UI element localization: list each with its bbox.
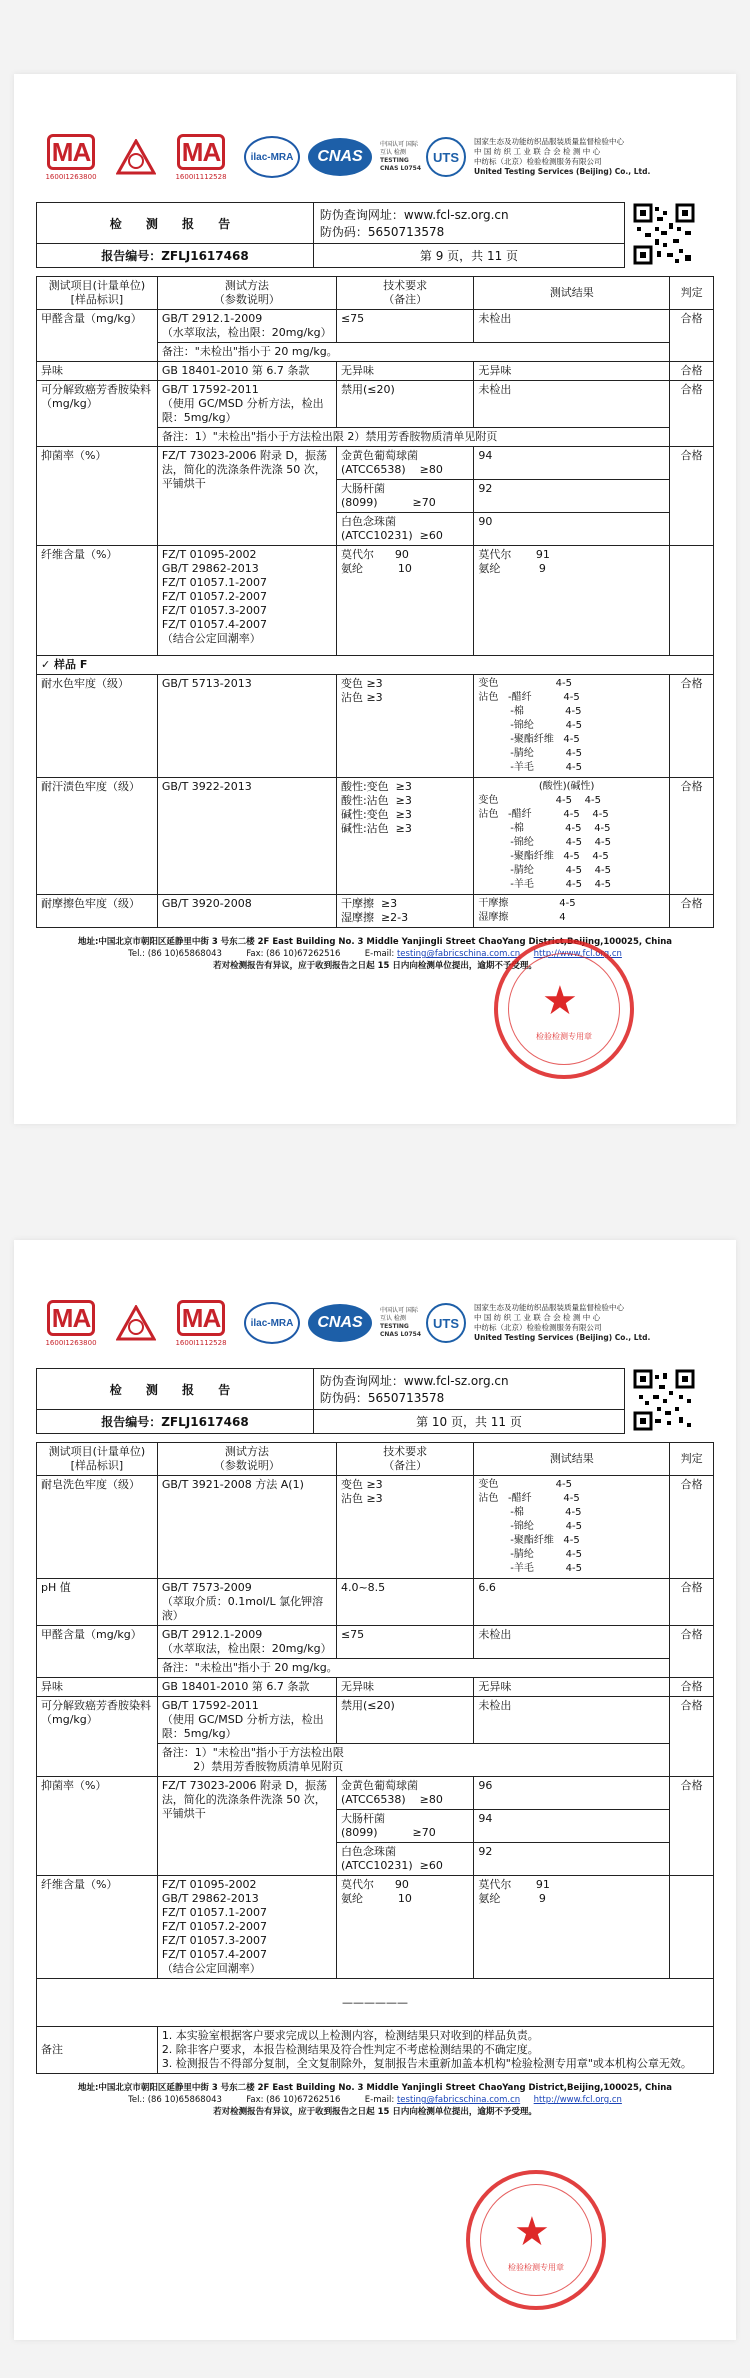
testing-mark: 中国认可 国际互认 检测 TESTING CNAS L0754 bbox=[380, 1307, 422, 1338]
footer-address: 地址:中国北京市朝阳区延静里中街 3 号东二楼 2F East Building No. 3 Middle Yanjingli Street ChaoYang District,Beijing,100025, China bbox=[77, 2083, 673, 2093]
col-header-method: 测试方法 （参数说明） bbox=[157, 1443, 336, 1476]
footer-email-label: E-mail: bbox=[364, 2095, 395, 2105]
requirement-cell: 大肠杆菌 (8099) ≥70 bbox=[336, 480, 473, 513]
col-header-judgement: 判定 bbox=[670, 277, 714, 310]
cma-logo-2: MA 1600I1112528 bbox=[166, 1299, 236, 1347]
item-cell: 耐皂洗色牢度（级） bbox=[37, 1476, 158, 1579]
page-footer bbox=[36, 2082, 714, 2118]
cal-logo bbox=[114, 138, 158, 176]
page-number: 第 10 页，共 11 页 bbox=[313, 1410, 624, 1434]
end-marker-row bbox=[37, 1979, 714, 2027]
table-row bbox=[37, 1697, 714, 1744]
anti-fake-code: 防伪码：5650713578 bbox=[319, 225, 445, 239]
result-cell: 莫代尔 91 氨纶 9 bbox=[474, 1876, 670, 1979]
table-row bbox=[37, 1678, 714, 1697]
report-page-9 bbox=[14, 74, 736, 1124]
judgement-cell: 合格 bbox=[670, 1697, 714, 1777]
requirement-cell: 白色念珠菌 (ATCC10231) ≥60 bbox=[336, 1843, 473, 1876]
item-cell: 耐摩擦色牢度（级） bbox=[37, 895, 158, 928]
footer-tel: Tel.: (86 10)65868043 bbox=[128, 949, 222, 959]
report-number: 报告编号：ZFLJ1617468 bbox=[37, 1410, 314, 1434]
judgement-cell: 合格 bbox=[670, 1678, 714, 1697]
anti-fake-info bbox=[313, 203, 624, 244]
result-cell: 6.6 bbox=[474, 1579, 670, 1626]
result-cell: 92 bbox=[474, 480, 670, 513]
judgement-cell: 合格 bbox=[670, 895, 714, 928]
seal-text: 检验检测专用章 bbox=[508, 2263, 564, 2272]
official-seal bbox=[494, 939, 634, 1079]
judgement-cell: 合格 bbox=[670, 1476, 714, 1579]
requirement-cell: 变色 ≥3 沾色 ≥3 bbox=[336, 1476, 473, 1579]
table-row bbox=[37, 1476, 714, 1579]
requirement-cell: 金黄色葡萄球菌 (ATCC6538) ≥80 bbox=[336, 447, 473, 480]
note-cell: 备注："未检出"指小于 20 mg/kg。 bbox=[157, 1659, 669, 1678]
ilac-mra-logo: ilac-MRA bbox=[244, 1302, 300, 1344]
judgement-cell bbox=[670, 1876, 714, 1979]
method-cell: FZ/T 73023-2006 附录 D，振荡法，简化的洗涤条件洗涤 50 次，平铺烘干 bbox=[157, 1777, 336, 1876]
requirement-cell: 禁用(≤20) bbox=[336, 1697, 473, 1744]
report-title: 检 测 报 告 bbox=[37, 1369, 314, 1410]
result-cell: 变色 4-5 沾色 -醋纤 4-5 -棉 4-5 -锦纶 4-5 -聚酯纤维 4-5 -腈纶 4-5 -羊毛 4-5 bbox=[474, 675, 670, 778]
table-row bbox=[37, 362, 714, 381]
requirement-cell: 大肠杆菌 (8099) ≥70 bbox=[336, 1810, 473, 1843]
judgement-cell: 合格 bbox=[670, 362, 714, 381]
cnas-logo: CNAS bbox=[308, 138, 372, 176]
footer-web-link[interactable]: http://www.fcl.org.cn bbox=[533, 949, 622, 959]
item-cell: 纤维含量（%） bbox=[37, 546, 158, 656]
requirement-cell: ≤75 bbox=[336, 310, 473, 343]
judgement-cell: 合格 bbox=[670, 778, 714, 895]
method-cell: FZ/T 73023-2006 附录 D，振荡法，简化的洗涤条件洗涤 50 次，平铺烘干 bbox=[157, 447, 336, 546]
report-header bbox=[36, 202, 714, 268]
organization-name: 国家生态及功能纺织品服装质量监督检验中心 中 国 纺 织 工 业 联 合 会 检 测 中 心 中纺标（北京）检验检测服务有限公司 United Testing Services (Beijing) Co., Ltd. bbox=[474, 1303, 651, 1342]
anti-fake-code: 防伪码：5650713578 bbox=[319, 1391, 445, 1405]
result-cell: 未检出 bbox=[474, 310, 670, 343]
svg-text:UTS: UTS bbox=[433, 150, 459, 165]
results-table bbox=[36, 276, 714, 928]
footer-notice: 若对检测报告有异议，应于收到报告之日起 15 日内向检测单位提出，逾期不予受理。 bbox=[213, 961, 537, 971]
result-cell: 92 bbox=[474, 1843, 670, 1876]
method-cell: FZ/T 01095-2002 GB/T 29862-2013 FZ/T 01057.1-2007 FZ/T 01057.2-2007 FZ/T 01057.3-2007 FZ/T 01057.4-2007 （结合公定回潮率） bbox=[157, 546, 336, 656]
item-cell: 耐汗渍色牢度（级） bbox=[37, 778, 158, 895]
footer-tel: Tel.: (86 10)65868043 bbox=[128, 2095, 222, 2105]
qr-code-cell bbox=[625, 203, 714, 268]
item-cell: 异味 bbox=[37, 362, 158, 381]
note-cell: 备注：1）"未检出"指小于方法检出限 2）禁用芳香胺物质清单见附页 bbox=[157, 1744, 669, 1777]
uts-logo bbox=[422, 135, 470, 179]
requirement-cell: 酸性:变色 ≥3 酸性:沾色 ≥3 碱性:变色 ≥3 碱性:沾色 ≥3 bbox=[336, 778, 473, 895]
col-header-requirement: 技术要求 （备注） bbox=[336, 1443, 473, 1476]
result-cell: 无异味 bbox=[474, 1678, 670, 1697]
result-cell: 无异味 bbox=[474, 362, 670, 381]
cma-logo-1: MA 1600I1263800 bbox=[36, 133, 106, 181]
table-row bbox=[37, 1876, 714, 1979]
note-cell: 备注：1）"未检出"指小于方法检出限 2）禁用芳香胺物质清单见附页 bbox=[157, 428, 669, 447]
method-cell: GB/T 3920-2008 bbox=[157, 895, 336, 928]
cal-logo bbox=[114, 1304, 158, 1342]
result-cell: 干摩擦 4-5 湿摩擦 4 bbox=[474, 895, 670, 928]
item-cell: 抑菌率（%） bbox=[37, 447, 158, 546]
logo-bar bbox=[36, 118, 714, 196]
item-cell: 耐水色牢度（级） bbox=[37, 675, 158, 778]
method-cell: GB/T 17592-2011 （使用 GC/MSD 分析方法，检出限：5mg/kg） bbox=[157, 1697, 336, 1744]
method-cell: FZ/T 01095-2002 GB/T 29862-2013 FZ/T 01057.1-2007 FZ/T 01057.2-2007 FZ/T 01057.3-2007 FZ/T 01057.4-2007 （结合公定回潮率） bbox=[157, 1876, 336, 1979]
report-page-10 bbox=[14, 1240, 736, 2340]
table-row bbox=[37, 1626, 714, 1659]
sample-row bbox=[37, 656, 714, 675]
requirement-cell: 金黄色葡萄球菌 (ATCC6538) ≥80 bbox=[336, 1777, 473, 1810]
result-cell: 94 bbox=[474, 447, 670, 480]
result-cell: 莫代尔 91 氨纶 9 bbox=[474, 546, 670, 656]
footer-email-link[interactable]: testing@fabricschina.com.cn bbox=[396, 949, 521, 959]
anti-fake-url: 防伪查询网址：www.fcl-sz.org.cn bbox=[319, 1374, 509, 1388]
report-header bbox=[36, 1368, 714, 1434]
result-cell: 96 bbox=[474, 1777, 670, 1810]
remarks-row bbox=[37, 2027, 714, 2074]
cma-logo-1: MA 1600I1263800 bbox=[36, 1299, 106, 1347]
requirement-cell: 莫代尔 90 氨纶 10 bbox=[336, 546, 473, 656]
qr-code-icon bbox=[633, 203, 695, 265]
requirement-cell: 禁用(≤20) bbox=[336, 381, 473, 428]
judgement-cell: 合格 bbox=[670, 447, 714, 546]
footer-email-label: E-mail: bbox=[364, 949, 395, 959]
requirement-cell: 变色 ≥3 沾色 ≥3 bbox=[336, 675, 473, 778]
note-cell: 备注："未检出"指小于 20 mg/kg。 bbox=[157, 343, 669, 362]
table-row bbox=[37, 447, 714, 480]
requirement-cell: 莫代尔 90 氨纶 10 bbox=[336, 1876, 473, 1979]
judgement-cell: 合格 bbox=[670, 1777, 714, 1876]
col-header-item: 测试项目(计量单位) [样品标识] bbox=[37, 277, 158, 310]
sample-label: ✓ 样品 F bbox=[37, 656, 714, 675]
anti-fake-info bbox=[313, 1369, 624, 1410]
requirement-cell: 无异味 bbox=[336, 1678, 473, 1697]
method-cell: GB/T 17592-2011 （使用 GC/MSD 分析方法，检出限：5mg/kg） bbox=[157, 381, 336, 428]
official-seal bbox=[466, 2170, 606, 2310]
result-cell: (酸性)(碱性) 变色 4-5 4-5 沾色 -醋纤 4-5 4-5 -棉 4-5 4-5 -锦纶 4-5 4-5 -聚酯纤维 4-5 4-5 -腈纶 4-5 4-5 -羊毛 4-5 4-5 bbox=[474, 778, 670, 895]
col-header-requirement: 技术要求 （备注） bbox=[336, 277, 473, 310]
footer-notice: 若对检测报告有异议，应于收到报告之日起 15 日内向检测单位提出，逾期不予受理。 bbox=[213, 2107, 537, 2117]
judgement-cell: 合格 bbox=[670, 381, 714, 447]
item-cell: pH 值 bbox=[37, 1579, 158, 1626]
remarks-label: 备注 bbox=[37, 2027, 158, 2074]
item-cell: 可分解致癌芳香胺染料（mg/kg） bbox=[37, 381, 158, 447]
anti-fake-url: 防伪查询网址：www.fcl-sz.org.cn bbox=[319, 208, 509, 222]
table-row bbox=[37, 546, 714, 656]
method-cell: GB/T 5713-2013 bbox=[157, 675, 336, 778]
table-row bbox=[37, 310, 714, 343]
table-row bbox=[37, 1579, 714, 1626]
svg-text:UTS: UTS bbox=[433, 1316, 459, 1331]
item-cell: 异味 bbox=[37, 1678, 158, 1697]
results-table bbox=[36, 1442, 714, 2074]
requirement-cell: 4.0~8.5 bbox=[336, 1579, 473, 1626]
ilac-mra-logo: ilac-MRA bbox=[244, 136, 300, 178]
qr-code-cell bbox=[625, 1369, 714, 1434]
table-row bbox=[37, 778, 714, 895]
cma-logo-2: MA 1600I1112528 bbox=[166, 133, 236, 181]
col-header-result: 测试结果 bbox=[474, 277, 670, 310]
report-number: 报告编号：ZFLJ1617468 bbox=[37, 244, 314, 268]
table-header-row bbox=[37, 277, 714, 310]
item-cell: 甲醛含量（mg/kg） bbox=[37, 1626, 158, 1678]
item-cell: 甲醛含量（mg/kg） bbox=[37, 310, 158, 362]
result-cell: 90 bbox=[474, 513, 670, 546]
result-cell: 未检出 bbox=[474, 1697, 670, 1744]
table-row bbox=[37, 381, 714, 428]
judgement-cell: 合格 bbox=[670, 310, 714, 362]
requirement-cell: 干摩擦 ≥3 湿摩擦 ≥2-3 bbox=[336, 895, 473, 928]
item-cell: 抑菌率（%） bbox=[37, 1777, 158, 1876]
footer-email-link[interactable]: testing@fabricschina.com.cn bbox=[396, 2095, 521, 2105]
footer-fax: Fax: (86 10)67262516 bbox=[246, 2095, 341, 2105]
method-cell: GB/T 3921-2008 方法 A(1) bbox=[157, 1476, 336, 1579]
remarks-text: 1. 本实验室根据客户要求完成以上检测内容，检测结果只对收到的样品负责。 2. 除非客户要求，本报告检测结果及符合性判定不考虑检测结果的不确定度。 3. 检测报告不得部分复制，全文复制除外，复制报告未重新加盖本机构"检验检测专用章"或本机构公章无效。 bbox=[157, 2027, 713, 2074]
footer-fax: Fax: (86 10)67262516 bbox=[246, 949, 341, 959]
testing-mark: 中国认可 国际互认 检测 TESTING CNAS L0754 bbox=[380, 141, 422, 172]
method-cell: GB 18401-2010 第 6.7 条款 bbox=[157, 1678, 336, 1697]
organization-name: 国家生态及功能纺织品服装质量监督检验中心 中 国 纺 织 工 业 联 合 会 检 测 中 心 中纺标（北京）检验检测服务有限公司 United Testing Services (Beijing) Co., Ltd. bbox=[474, 137, 651, 176]
uts-logo bbox=[422, 1301, 470, 1345]
result-cell: 94 bbox=[474, 1810, 670, 1843]
cnas-logo: CNAS bbox=[308, 1304, 372, 1342]
table-row bbox=[37, 675, 714, 778]
footer-web-link[interactable]: http://www.fcl.org.cn bbox=[533, 2095, 622, 2105]
item-cell: 可分解致癌芳香胺染料（mg/kg） bbox=[37, 1697, 158, 1777]
report-title: 检 测 报 告 bbox=[37, 203, 314, 244]
page-number: 第 9 页，共 11 页 bbox=[313, 244, 624, 268]
col-header-result: 测试结果 bbox=[474, 1443, 670, 1476]
seal-text: 检验检测专用章 bbox=[536, 1032, 592, 1041]
method-cell: GB/T 3922-2013 bbox=[157, 778, 336, 895]
item-cell: 纤维含量（%） bbox=[37, 1876, 158, 1979]
method-cell: GB/T 2912.1-2009 （水萃取法，检出限：20mg/kg） bbox=[157, 310, 336, 343]
requirement-cell: 白色念珠菌 (ATCC10231) ≥60 bbox=[336, 513, 473, 546]
judgement-cell: 合格 bbox=[670, 1579, 714, 1626]
method-cell: GB 18401-2010 第 6.7 条款 bbox=[157, 362, 336, 381]
result-cell: 未检出 bbox=[474, 381, 670, 428]
table-row bbox=[37, 895, 714, 928]
footer-address: 地址:中国北京市朝阳区延静里中街 3 号东二楼 2F East Building No. 3 Middle Yanjingli Street ChaoYang District,Beijing,100025, China bbox=[77, 937, 673, 947]
star-icon: ★ bbox=[542, 978, 578, 1024]
result-cell: 变色 4-5 沾色 -醋纤 4-5 -棉 4-5 -锦纶 4-5 -聚酯纤维 4-5 -腈纶 4-5 -羊毛 4-5 bbox=[474, 1476, 670, 1579]
requirement-cell: ≤75 bbox=[336, 1626, 473, 1659]
col-header-method: 测试方法 （参数说明） bbox=[157, 277, 336, 310]
judgement-cell: 合格 bbox=[670, 1626, 714, 1678]
result-cell: 未检出 bbox=[474, 1626, 670, 1659]
col-header-item: 测试项目(计量单位) [样品标识] bbox=[37, 1443, 158, 1476]
end-marker: —————— bbox=[37, 1979, 714, 2027]
method-cell: GB/T 2912.1-2009 （水萃取法，检出限：20mg/kg） bbox=[157, 1626, 336, 1659]
judgement-cell bbox=[670, 546, 714, 656]
table-header-row bbox=[37, 1443, 714, 1476]
star-icon: ★ bbox=[514, 2209, 550, 2255]
qr-code-icon bbox=[633, 1369, 695, 1431]
method-cell: GB/T 7573-2009 （萃取介质：0.1mol/L 氯化钾溶液） bbox=[157, 1579, 336, 1626]
requirement-cell: 无异味 bbox=[336, 362, 473, 381]
table-row bbox=[37, 1777, 714, 1810]
logo-bar bbox=[36, 1284, 714, 1362]
judgement-cell: 合格 bbox=[670, 675, 714, 778]
col-header-judgement: 判定 bbox=[670, 1443, 714, 1476]
